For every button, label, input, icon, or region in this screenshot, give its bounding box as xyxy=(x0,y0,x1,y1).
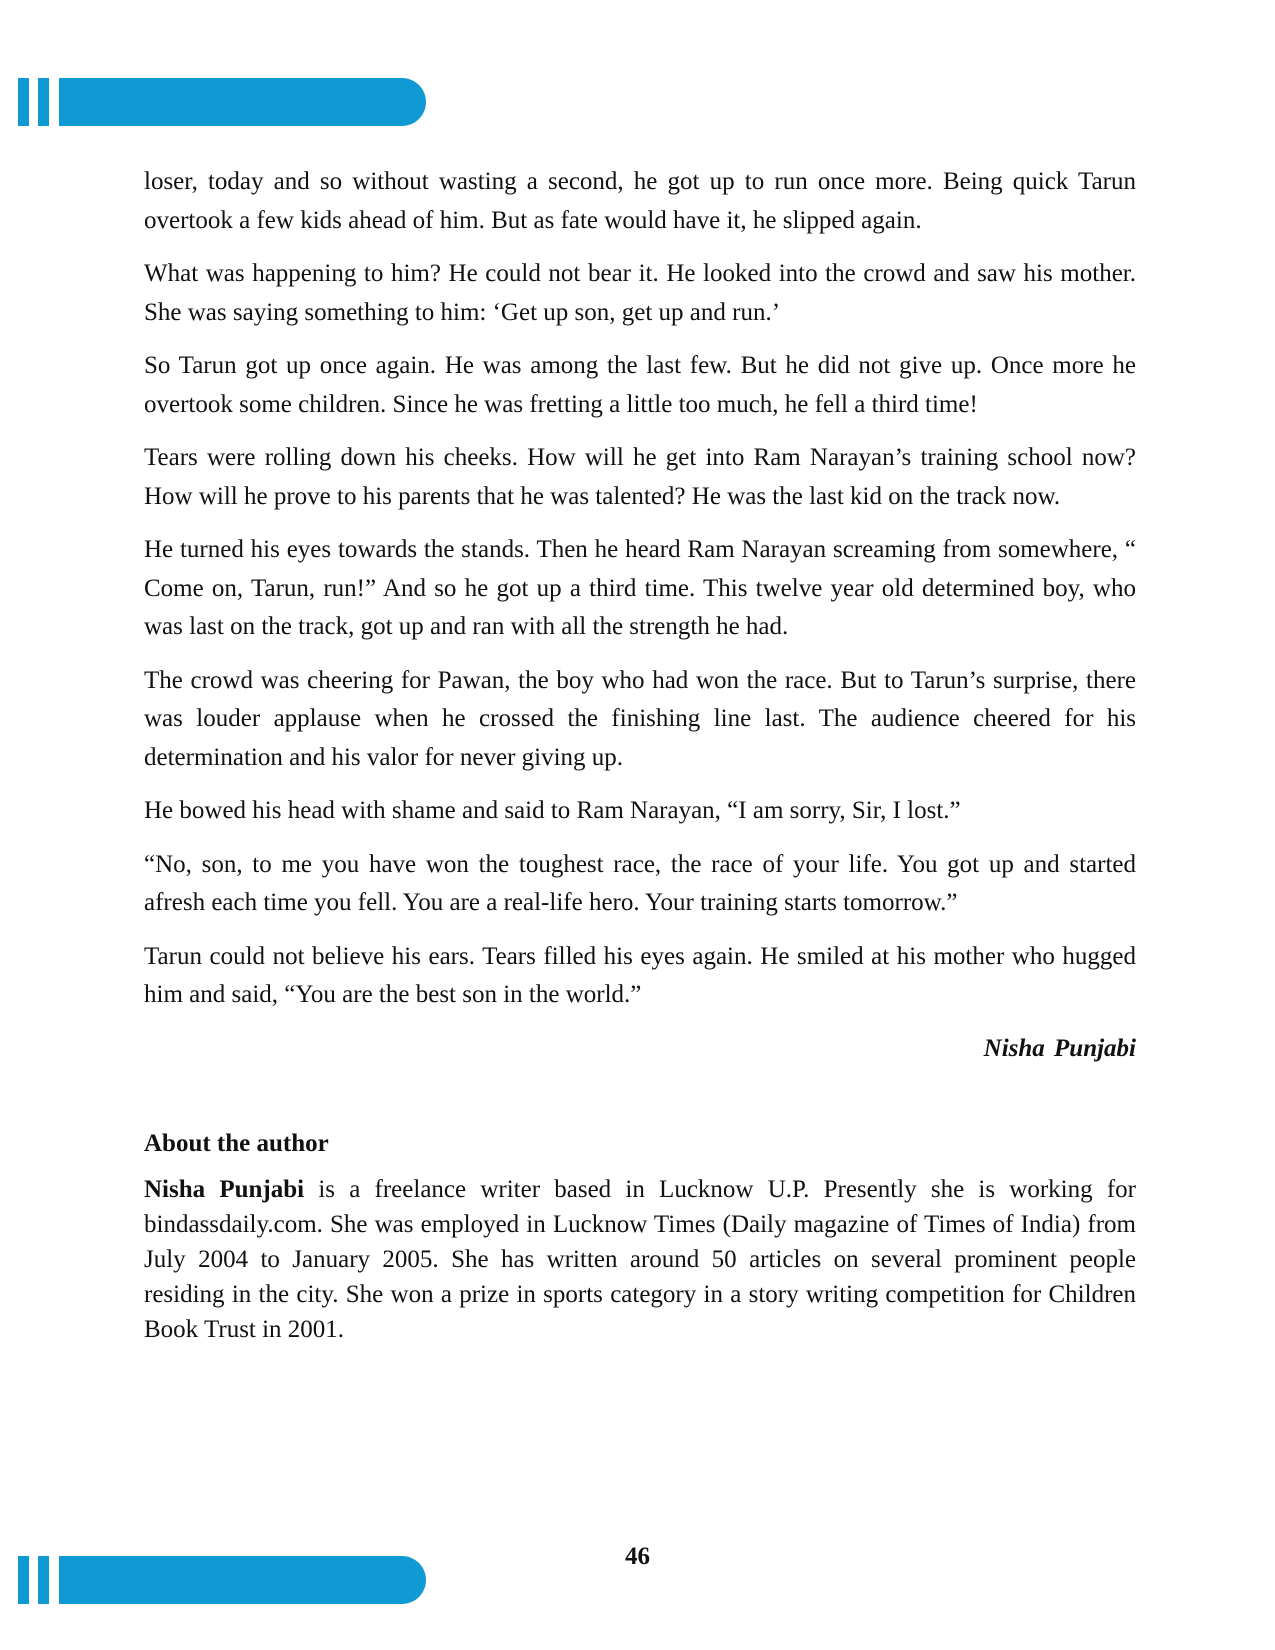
header-band-stripe xyxy=(18,78,29,126)
story-paragraph: What was happening to him? He could not bear it. He looked into the crowd and saw his mother. She was saying something to him: ‘Get up son, get up and run.’ xyxy=(144,260,1136,326)
story-paragraph: Tarun could not believe his ears. Tears filled his eyes again. He smiled at his mother who hugged him and said, “You are the best son in the world.” xyxy=(144,942,1136,1008)
story-paragraph: The crowd was cheering for Pawan, the boy who had won the race. But to Tarun’s surprise, there was louder applause when he crossed the finishing line last. The audience cheered for his determination and his valor for never giving up. xyxy=(144,666,1136,771)
story-paragraph: Tears were rolling down his cheeks. How will he get into Ram Narayan’s training school now? How will he prove to his parents that he was talented? He was the last kid on the track now. xyxy=(144,444,1136,510)
footer-band-stripe xyxy=(18,1556,29,1604)
story-paragraph: He turned his eyes towards the stands. Then he heard Ram Narayan screaming from somewhere, “ Come on, Tarun, run!” And so he got up a third time. This twelve year old determined boy, who was last on the track, got up and ran with all the strength he had. xyxy=(144,536,1136,640)
about-author-heading: About the author xyxy=(144,1129,329,1157)
header-band-bar xyxy=(59,78,426,126)
story-paragraph: loser, today and so without wasting a second, he got up to run once more. Being quick Tarun overtook a few kids ahead of him. But as fate would have it, he slipped again. xyxy=(144,168,1136,234)
story-author-signature: Nisha Punjabi xyxy=(983,1034,1136,1062)
page-number: 46 xyxy=(625,1543,650,1570)
story-paragraph: So Tarun got up once again. He was among the last few. But he did not give up. Once more he overtook some children. Since he was fretting a little too much, he fell a third time! xyxy=(144,352,1136,418)
story-paragraph: “No, son, to me you have won the toughest race, the race of your life. You got up and started afresh each time you fell. You are a real-life hero. Your training starts tomorrow.” xyxy=(144,850,1136,916)
footer-band-stripe xyxy=(38,1556,49,1604)
about-author-text: is a freelance writer based in Lucknow U.P. Presently she is working for bindassdaily.com. She was employed in Lucknow Times (Daily magazine of Times of India) from July 2004 to January 2005. She has written around 50 articles on several prominent people residing in the city. She won a prize in sports category in a story writing competition for Children Book Trust in 2001. xyxy=(144,1175,1136,1343)
page-content xyxy=(144,163,1136,1347)
header-band-stripe xyxy=(38,78,49,126)
about-author-paragraph xyxy=(144,1172,1136,1347)
footer-band-bar xyxy=(59,1556,426,1604)
story-paragraph: He bowed his head with shame and said to Ram Narayan, “I am sorry, Sir, I lost.” xyxy=(144,797,961,824)
about-author-name: Nisha Punjabi xyxy=(144,1175,305,1203)
